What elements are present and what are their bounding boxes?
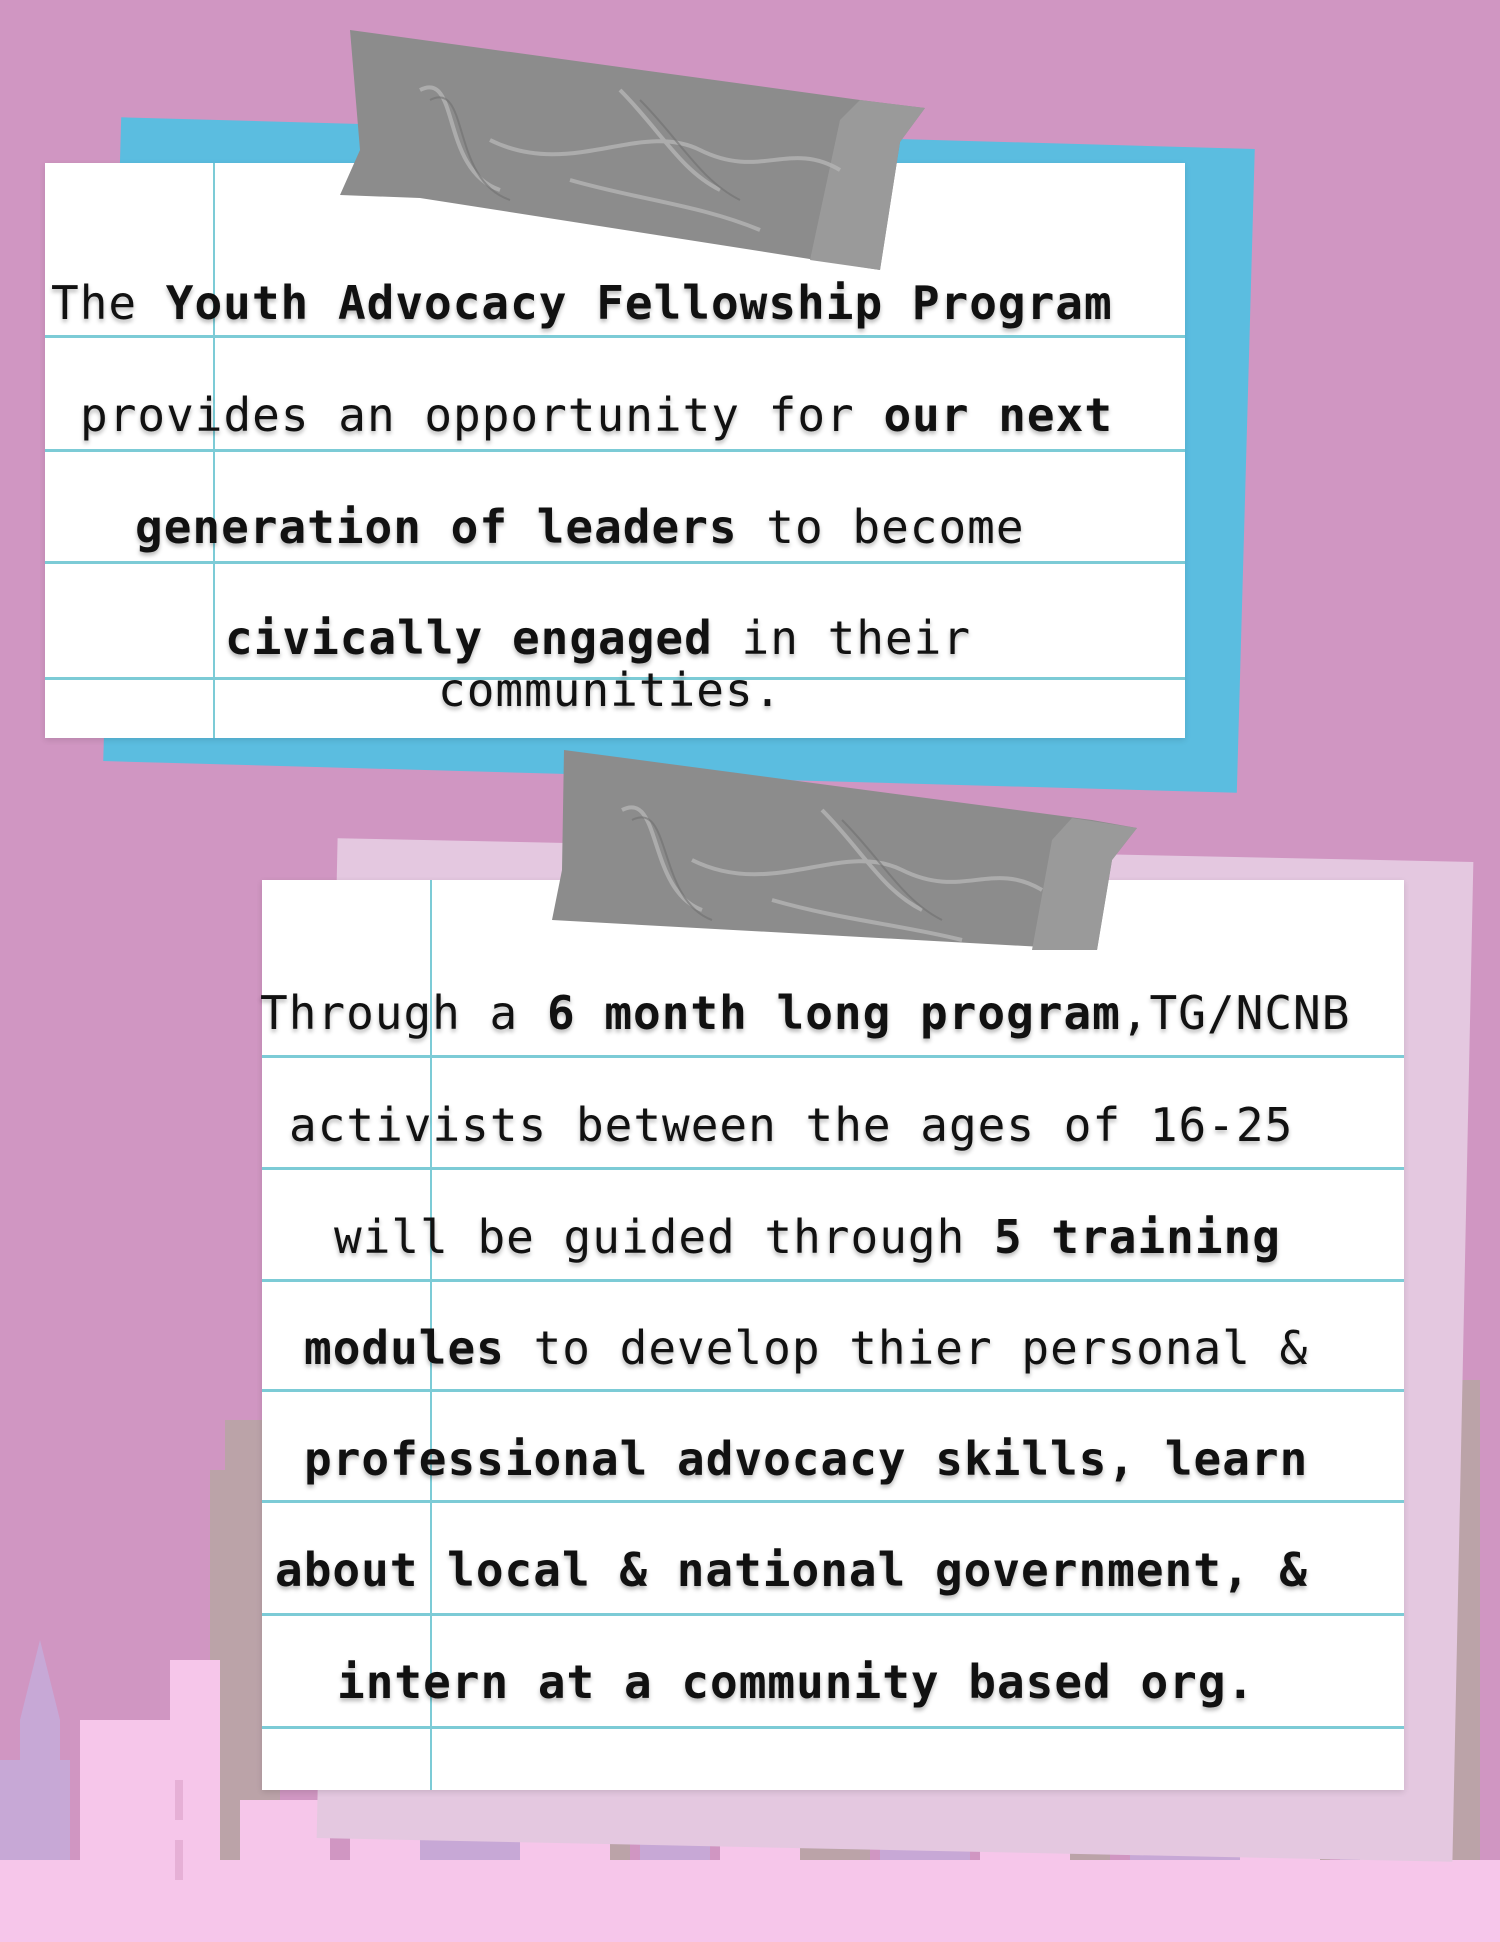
note2-line-5: [304, 1432, 1404, 1486]
rule-line: [262, 1279, 1404, 1282]
text-span-bold: intern at a community based org.: [337, 1655, 1256, 1709]
text-span: Through a: [260, 986, 547, 1040]
note1-line-2: [80, 388, 1185, 442]
text-span: ,TG/NCNB: [1120, 986, 1351, 1040]
rule-line: [45, 335, 1185, 338]
rule-line: [262, 1055, 1404, 1058]
text-span-bold: modules: [304, 1321, 505, 1375]
text-span-bold: 6 month long program: [546, 986, 1121, 1040]
note2-line-1: [260, 986, 1404, 1040]
text-span-bold: 5 training: [993, 1210, 1281, 1264]
rule-line: [262, 1613, 1404, 1616]
note2-line-6: [275, 1543, 1404, 1597]
note2-line-4: [304, 1321, 1404, 1375]
text-span-bold: Youth Advocacy Fellowship Program: [165, 276, 1113, 330]
rule-line: [262, 1389, 1404, 1392]
text-span: activists between the ages of 16-25: [289, 1098, 1294, 1152]
text-span-bold: civically engaged: [225, 611, 713, 665]
text-span: in their: [712, 611, 972, 665]
rule-line: [45, 561, 1185, 564]
duct-tape-strip-1: [340, 30, 930, 270]
text-span-bold: our next: [883, 388, 1114, 442]
text-span-bold: generation of leaders: [135, 500, 738, 554]
note1-line-1: [51, 276, 1185, 330]
text-span: will be guided through: [334, 1210, 994, 1264]
text-span: to become: [737, 500, 1025, 554]
text-span: communities.: [438, 663, 783, 717]
notebook-paper-card-2: [262, 880, 1404, 1790]
duct-tape-strip-2: [552, 750, 1142, 990]
text-span: provides an opportunity for: [80, 388, 884, 442]
text-span: The: [51, 276, 166, 330]
note2-line-7: [337, 1655, 1404, 1709]
note1-line-4: [225, 611, 1185, 665]
note1-line-3: [135, 500, 1185, 554]
rule-line: [262, 1500, 1404, 1503]
note2-line-3: [334, 1210, 1404, 1264]
text-span-bold: professional advocacy skills, learn: [304, 1432, 1309, 1486]
rule-line: [262, 1167, 1404, 1170]
text-span: to develop thier personal &: [504, 1321, 1309, 1375]
note2-line-2: [289, 1098, 1404, 1152]
text-span-bold: about local & national government, &: [275, 1543, 1308, 1597]
note1-line-5: [438, 663, 1185, 717]
rule-line: [45, 449, 1185, 452]
rule-line: [262, 1726, 1404, 1729]
